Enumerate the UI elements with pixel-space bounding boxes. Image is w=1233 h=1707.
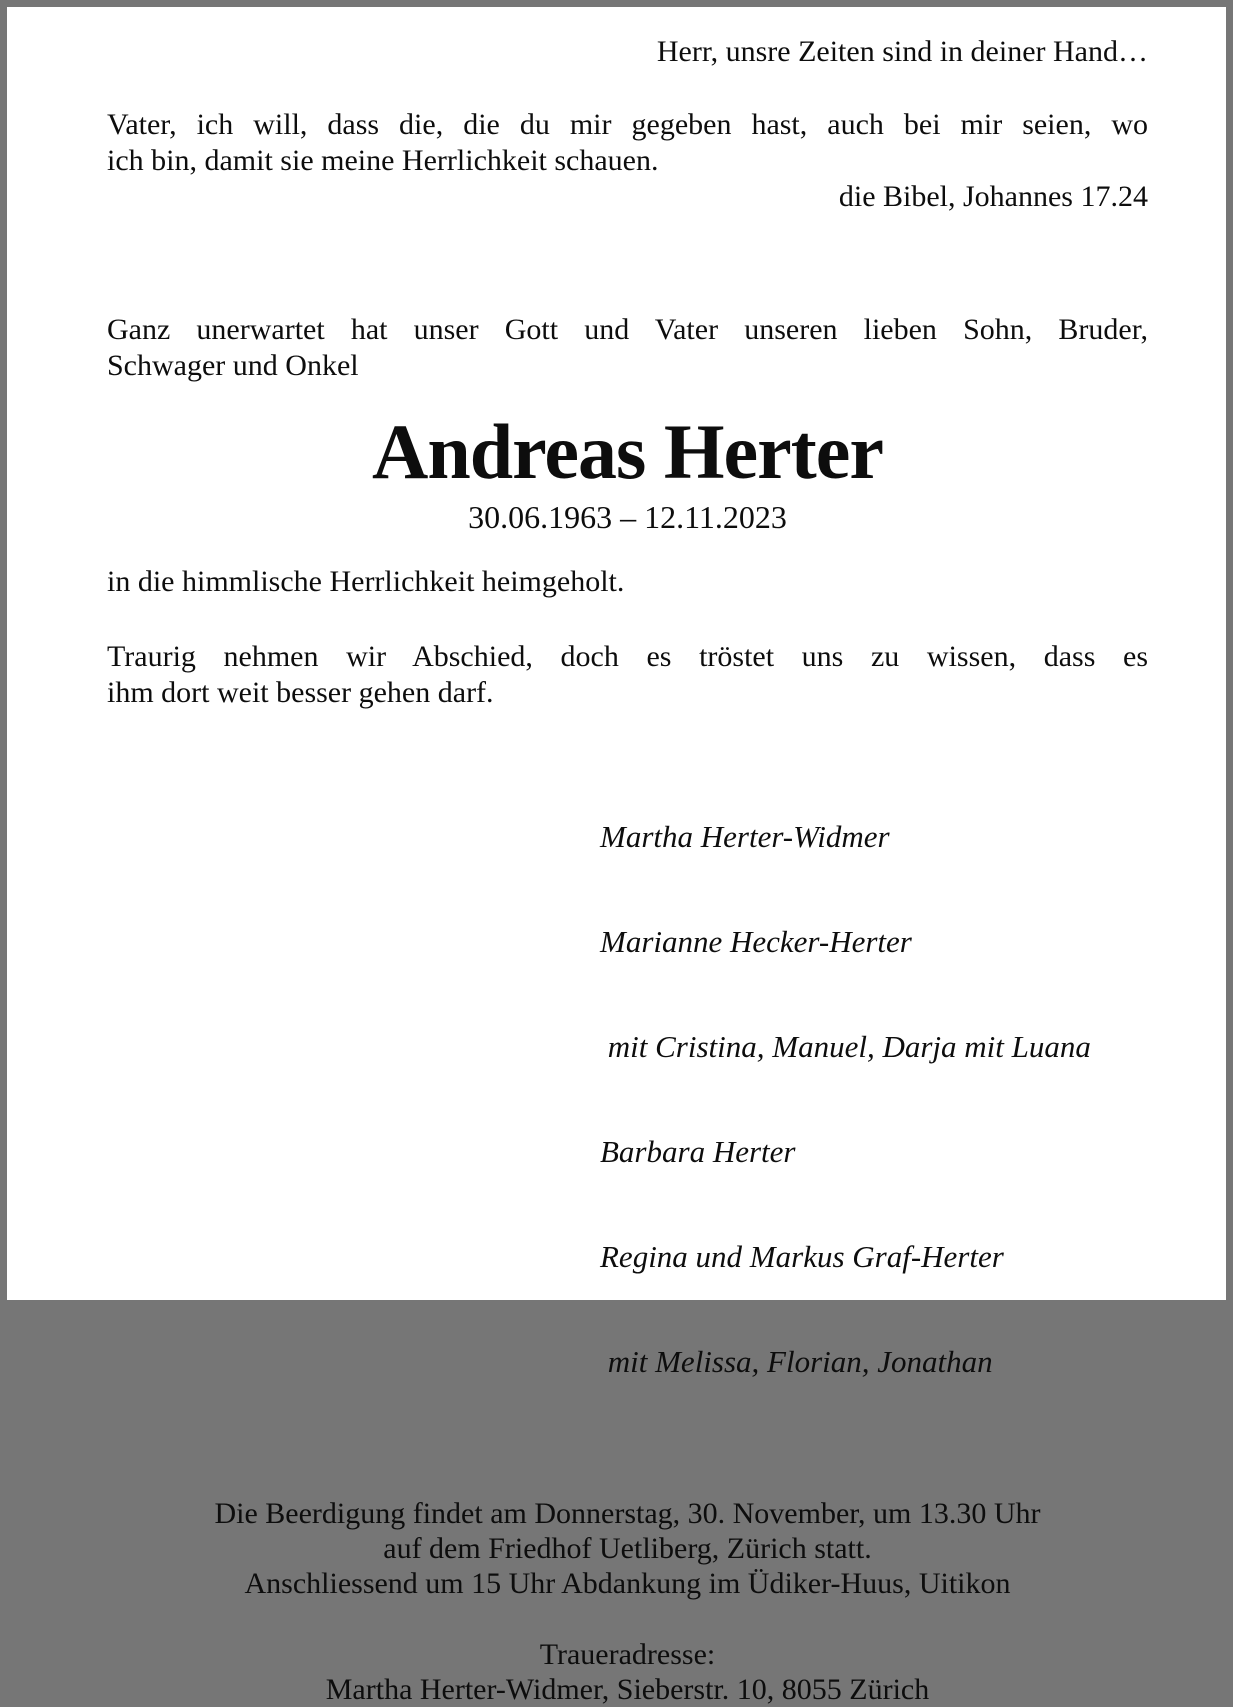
- mourner-line: Barbara Herter: [600, 1134, 796, 1169]
- homecoming-line: in die himmlische Herrlichkeit heimgeholt.: [107, 565, 625, 598]
- condolence-address: Martha Herter-Widmer, Sieberstr. 10, 8055 Zürich: [325, 1673, 930, 1706]
- opening-quote: Herr, unsre Zeiten sind in deiner Hand…: [656, 35, 1148, 68]
- obituary-content: [14, 14, 1219, 1706]
- funeral-line-3: Anschliessend um 15 Uhr Abdankung im Üdiker-Huus, Uitikon: [244, 1567, 1011, 1600]
- scripture-quote: [107, 107, 1148, 179]
- announcement-line-1: Ganz unerwartet hat unser Gott und Vater unseren lieben Sohn, Bruder,: [107, 313, 1148, 346]
- deceased-dates: 30.06.1963 – 12.11.2023: [468, 499, 787, 535]
- announcement: [107, 312, 1148, 384]
- farewell-line-1: Traurig nehmen wir Abschied, doch es tröstet uns zu wissen, dass es: [107, 640, 1148, 673]
- mourner-line: mit Cristina, Manuel, Darja mit Luana: [600, 1029, 1091, 1064]
- funeral-line-2: auf dem Friedhof Uetliberg, Zürich statt.: [383, 1532, 872, 1565]
- mourner-line: Martha Herter-Widmer: [600, 819, 890, 854]
- mourner-line: Regina und Markus Graf-Herter: [600, 1239, 1004, 1274]
- mourners-list: [600, 749, 1148, 1449]
- condolence-address-label: Traueradresse:: [539, 1638, 716, 1671]
- mourner-line: Marianne Hecker-Herter: [600, 924, 912, 959]
- deceased-name: Andreas Herter: [372, 408, 883, 495]
- funeral-details: [107, 1496, 1148, 1601]
- funeral-line-1: Die Beerdigung findet am Donnerstag, 30. November, um 13.30 Uhr: [214, 1497, 1041, 1530]
- scripture-quote-line-1: Vater, ich will, dass die, die du mir gegeben hast, auch bei mir seien, wo: [107, 108, 1148, 141]
- farewell-line-2: ihm dort weit besser gehen darf.: [107, 676, 494, 709]
- farewell-paragraph: [107, 639, 1148, 711]
- scripture-source: die Bibel, Johannes 17.24: [838, 180, 1148, 213]
- scripture-quote-line-2: ich bin, damit sie meine Herrlichkeit schauen.: [107, 144, 659, 177]
- mourner-line: mit Melissa, Florian, Jonathan: [600, 1344, 993, 1379]
- announcement-line-2: Schwager und Onkel: [107, 349, 359, 382]
